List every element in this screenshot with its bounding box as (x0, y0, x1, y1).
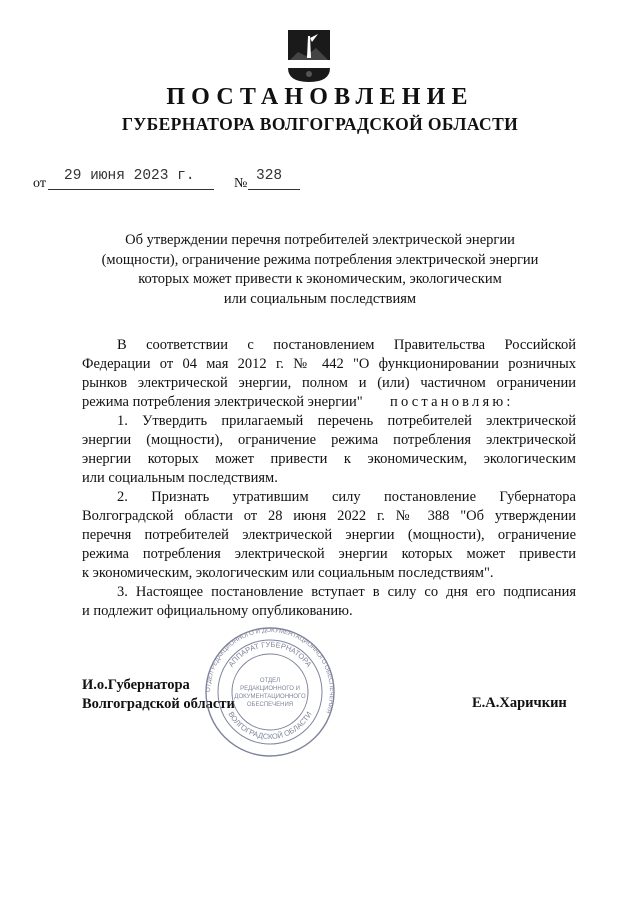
heading-line: (мощности), ограничение режима потребления электрической энергии (101, 251, 539, 268)
signatory-name: Е.А.Харичкин (472, 695, 567, 711)
number-value: 328 (256, 168, 283, 184)
document-heading (100, 231, 540, 309)
stamp-center-line: ДОКУМЕНТАЦИОННОГО (234, 694, 306, 700)
body-line: к экономическим, экологическим или социальным последствиям". (82, 565, 494, 581)
signatory-title-line: Волгоградской области (82, 696, 235, 712)
volgograd-emblem-icon (288, 30, 330, 82)
heading-line: или социальным последствиям (223, 290, 417, 307)
body-line: режима потребления электрической энергии" (82, 394, 363, 410)
signatory-title-line: И.о.Губернатора (82, 677, 190, 693)
document-title: ПОСТАНОВЛЕНИЕ (166, 84, 474, 110)
body-line: Волгоградской области от 28 июня 2022 г. № 388 "Об утверждении (82, 508, 576, 524)
body-line: 1. Утвердить прилагаемый перечень потребителей электрической (117, 413, 576, 429)
official-stamp (203, 625, 337, 759)
body-line: энергии (мощности), ограничение режима потребления электрической (82, 432, 576, 448)
body-line: 3. Настоящее постановление вступает в силу со дня его подписания (117, 584, 576, 600)
body-line: В соответствии с постановлением Правительства Российской (117, 337, 576, 353)
stamp-center-line: ОТДЕЛ (259, 678, 281, 684)
heading-line: которых может привести к экономическим, экологическим (138, 271, 502, 287)
body-line: режима потребления электрической энергии которых может привести (82, 546, 576, 562)
document-subtitle: ГУБЕРНАТОРА ВОЛГОГРАДСКОЙ ОБЛАСТИ (121, 114, 519, 134)
body-line: энергии которых может привести к экономическим, экологическим (82, 451, 576, 467)
body-line: 2. Признать утратившим силу постановление Губернатора (117, 489, 576, 505)
stamp-outer-ring-text: ОТДЕЛ РЕДАКЦИОННОГО И ДОКУМЕНТАЦИОННОГО ОБЕСПЕЧЕНИЯ (204, 626, 336, 715)
stamp-center-line: ОБЕСПЕЧЕНИЯ (246, 702, 294, 708)
stamp-center-line: РЕДАКЦИОННОГО И (240, 686, 300, 692)
date-underline (48, 189, 214, 190)
body-line: и подлежит официальному опубликованию. (82, 603, 353, 619)
number-label: № (234, 176, 248, 191)
date-value: 29 июня 2023 г. (64, 168, 195, 184)
date-label: от (33, 176, 46, 191)
heading-line: Об утверждении перечня потребителей электрической энергии (125, 232, 515, 248)
number-underline (248, 189, 300, 190)
stamp-lower-ring-text: ВОЛГОГРАДСКОЙ ОБЛАСТИ (226, 710, 314, 742)
body-line: Федерации от 04 мая 2012 г. № 442 "О функционировании розничных (82, 356, 576, 372)
stamp-middle-ring-text: АППАРАТ ГУБЕРНАТОРА (226, 639, 314, 669)
decree-word: постановляю: (390, 394, 514, 410)
body-line: или социальным последствиям. (82, 470, 278, 486)
body-line: перечня потребителей электрической энергии (мощности), ограничение (82, 527, 576, 543)
body-line: рынков электрической энергии, полном и (или) частичном ограничении (82, 375, 576, 391)
